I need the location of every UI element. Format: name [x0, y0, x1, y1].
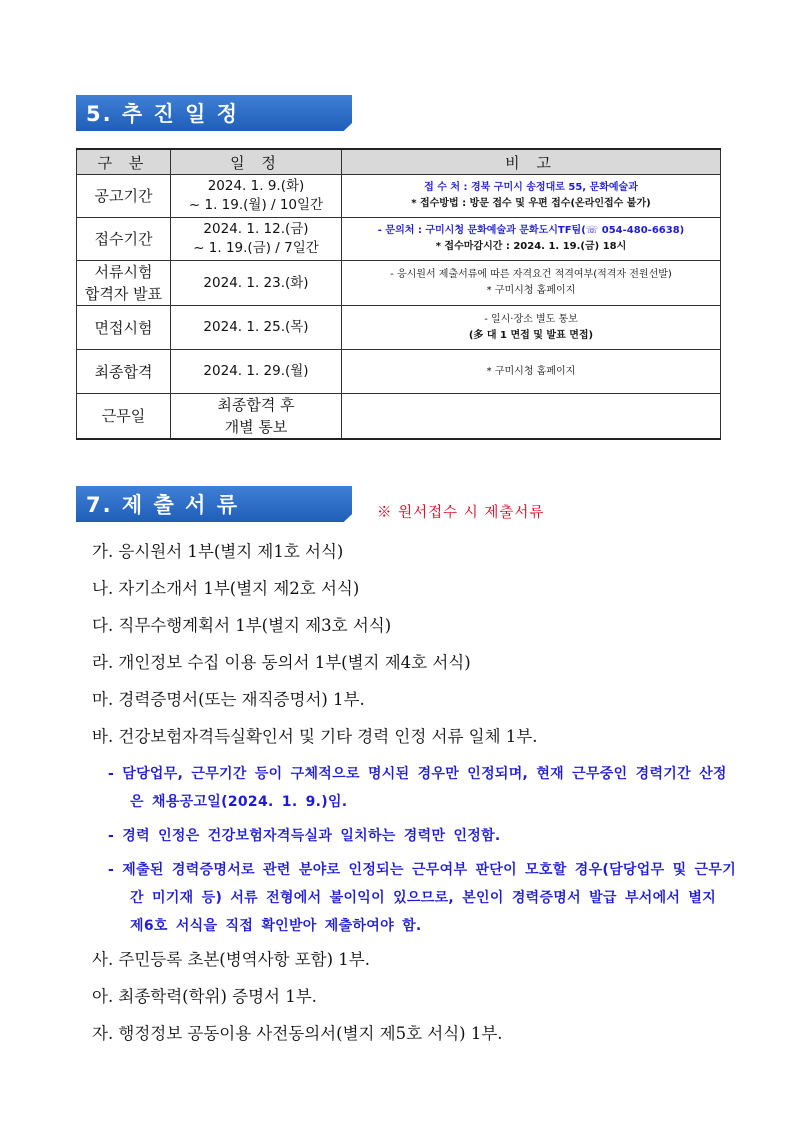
table-row: [77, 394, 721, 440]
row-note: [342, 218, 721, 261]
list-item: 나. 자기소개서 1부(별지 제2호 서식): [92, 579, 360, 598]
list-item: 바. 건강보험자격득실확인서 및 기타 경력 인정 서류 일체 1부.: [92, 727, 538, 746]
table-row: [77, 175, 721, 218]
date-line: 최종합격 후: [217, 396, 295, 414]
date-line: 2024. 1. 12.(금): [203, 221, 309, 237]
section-7-title: 7. 제 출 서 류: [86, 493, 239, 517]
row-note: [342, 350, 721, 394]
career-note: - 제출된 경력증명서로 관련 분야로 인정되는 근무여부 판단이 모호할 경우(담당업무 및 근무기간 미기재 등) 서류 전형에서 불이익이 있으므로, 본인이 경력증명서 발급 부서에서 별지 제6호 서식을 직접 확인받아 제출하여야 함.: [108, 862, 737, 934]
note-line: * 접수방법 : 방문 접수 및 우편 접수(온라인접수 불가): [411, 198, 651, 209]
row-date: [171, 394, 342, 440]
row-date: [171, 218, 342, 261]
header-schedule: 일 정: [171, 149, 342, 175]
submission-note: ※ 원서접수 시 제출서류: [377, 505, 545, 521]
list-item: 가. 응시원서 1부(별지 제1호 서식): [92, 542, 344, 561]
row-date: 2024. 1. 29.(월): [171, 350, 342, 394]
table-row: [77, 306, 721, 350]
career-note: - 담당업무, 근무기간 등이 구체적으로 명시된 경우만 인정되며, 현재 근무중인 경력기간 산정은 채용공고일(2024. 1. 9.)임.: [108, 766, 727, 810]
section-5-header: [76, 95, 352, 131]
label-line: 서류시험: [94, 263, 153, 281]
row-date: 2024. 1. 23.(화): [171, 261, 342, 306]
row-note: [342, 306, 721, 350]
section-7-header: [76, 486, 352, 522]
note-line: - 문의처 : 구미시청 문화예술과 문화도시TF팀(☏ 054-480-6638): [377, 225, 685, 236]
row-label: 최종합격: [77, 350, 171, 394]
row-note-empty: [342, 394, 721, 440]
table-row: [77, 218, 721, 261]
header-category: 구 분: [77, 149, 171, 175]
career-note: - 경력 인정은 건강보험자격득실과 일치하는 경력만 인정함.: [108, 828, 501, 844]
note-line: - 일시·장소 별도 통보: [484, 313, 578, 325]
table-row: [77, 350, 721, 394]
note-line: * 구미시청 홈페이지: [486, 365, 576, 377]
section-5-title: 5. 추 진 일 정: [86, 102, 239, 126]
list-item: 아. 최종학력(학위) 증명서 1부.: [92, 987, 317, 1006]
row-note: [342, 261, 721, 306]
list-item: 마. 경력증명서(또는 재직증명서) 1부.: [92, 690, 365, 709]
row-label: 접수기간: [77, 218, 171, 261]
date-line: 개별 통보: [224, 418, 288, 436]
row-label: [77, 261, 171, 306]
header-remarks: 비 고: [342, 149, 721, 175]
row-label: 공고기간: [77, 175, 171, 218]
date-line: ~ 1. 19.(월) / 10일간: [188, 197, 324, 213]
note-line: 접 수 처 : 경북 구미시 송정대로 55, 문화예술과: [424, 182, 638, 193]
table-row: [77, 261, 721, 306]
note-line: * 구미시청 홈페이지: [486, 285, 576, 296]
note-line: - 응시원서 제출서류에 따른 자격요건 적격여부(적격자 전원선발): [390, 269, 672, 280]
row-label: 근무일: [77, 394, 171, 440]
list-item: 자. 행정정보 공동이용 사전동의서(별지 제5호 서식) 1부.: [92, 1024, 503, 1043]
list-item: 라. 개인정보 수집 이용 동의서 1부(별지 제4호 서식): [92, 653, 471, 672]
row-date: [171, 175, 342, 218]
date-line: ~ 1. 19.(금) / 7일간: [193, 240, 319, 256]
note-line: (多 대 1 면접 및 발표 면접): [468, 329, 594, 341]
document-list: [92, 538, 737, 1057]
list-item: 다. 직무수행계획서 1부(별지 제3호 서식): [92, 616, 392, 635]
row-label: 면접시험: [77, 306, 171, 350]
list-item: 사. 주민등록 초본(병역사항 포함) 1부.: [92, 950, 370, 969]
note-line: * 접수마감시간 : 2024. 1. 19.(금) 18시: [435, 241, 627, 252]
date-line: 2024. 1. 9.(화): [207, 178, 305, 194]
label-line: 합격자 발표: [84, 285, 163, 303]
row-date: 2024. 1. 25.(목): [171, 306, 342, 350]
table-header-row: [77, 149, 721, 175]
schedule-table: [76, 148, 721, 440]
row-note: [342, 175, 721, 218]
